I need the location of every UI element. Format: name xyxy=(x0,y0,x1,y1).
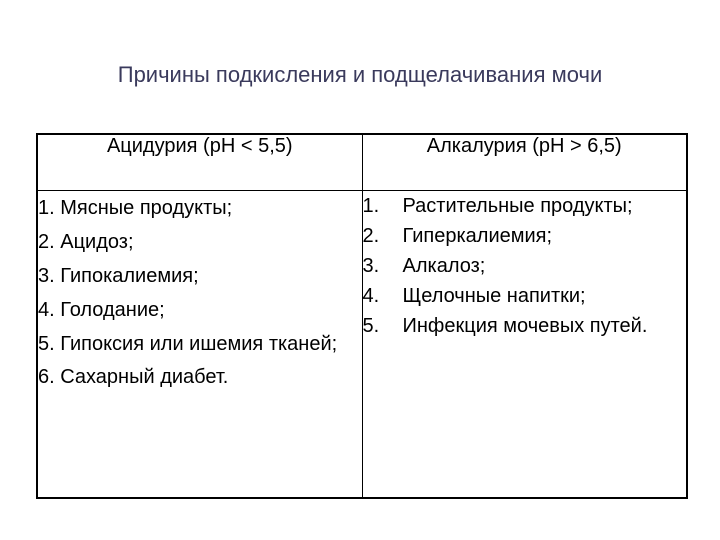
list-number: 4. xyxy=(362,285,380,307)
alkaluria-list xyxy=(363,191,687,341)
table-row xyxy=(37,191,687,499)
list-item xyxy=(363,221,687,251)
list-item xyxy=(363,311,687,341)
list-item xyxy=(363,281,687,311)
list-number: 1. xyxy=(362,195,380,217)
list-item: 3. Гипокалиемия; xyxy=(38,265,199,287)
list-item: 6. Сахарный диабет. xyxy=(38,366,229,388)
table-header-row xyxy=(37,134,687,191)
list-number: 2. xyxy=(362,225,380,247)
page-title: Причины подкисления и подщелачивания мочи xyxy=(117,62,603,87)
list-item: 2. Ацидоз; xyxy=(38,231,134,253)
list-item: 1. Мясные продукты; xyxy=(38,197,233,219)
list-number: 3. xyxy=(362,255,380,277)
list-item: 4. Голодание; xyxy=(38,299,165,321)
header-aciduria: Ацидурия (рН < 5,5) xyxy=(37,134,362,191)
header-alkaluria: Алкалурия (рН > 6,5) xyxy=(362,134,687,191)
list-text: Растительные продукты; xyxy=(402,195,633,217)
list-text: Щелочные напитки; xyxy=(402,285,586,307)
list-text: Инфекция мочевых путей. xyxy=(402,315,648,337)
list-text: Гиперкалиемия; xyxy=(402,225,553,247)
urine-ph-table xyxy=(36,133,688,499)
list-number: 5. xyxy=(362,315,380,337)
list-item: 5. Гипоксия или ишемия тканей; xyxy=(38,333,338,355)
list-item xyxy=(363,251,687,281)
list-item xyxy=(363,191,687,221)
aciduria-causes-cell xyxy=(37,191,362,499)
alkaluria-causes-cell xyxy=(362,191,687,499)
list-text: Алкалоз; xyxy=(402,255,486,277)
